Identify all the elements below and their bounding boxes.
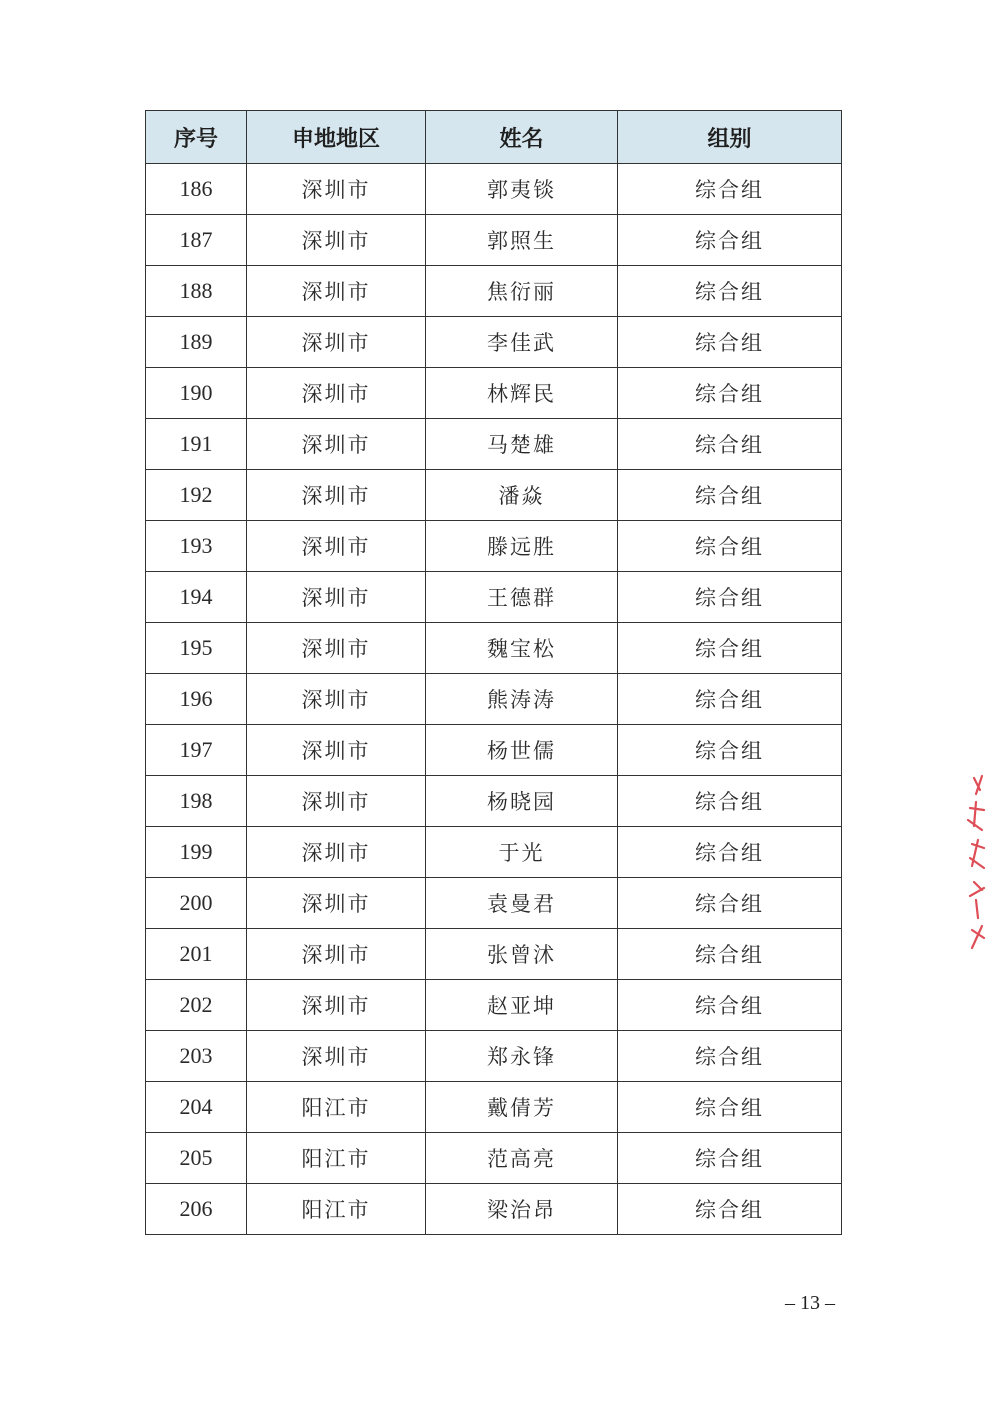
- cell-name: 潘焱: [426, 470, 618, 521]
- cell-number: 189: [146, 317, 247, 368]
- table-row: [146, 725, 842, 776]
- cell-name: 杨世儒: [426, 725, 618, 776]
- cell-number: 194: [146, 572, 247, 623]
- table-row: [146, 1133, 842, 1184]
- table-row: [146, 368, 842, 419]
- cell-name: 赵亚坤: [426, 980, 618, 1031]
- cell-group: 综合组: [618, 980, 842, 1031]
- cell-name: 王德群: [426, 572, 618, 623]
- table-row: [146, 266, 842, 317]
- cell-number: 187: [146, 215, 247, 266]
- table-body: [146, 164, 842, 1235]
- cell-name: 范高亮: [426, 1133, 618, 1184]
- table-row: [146, 317, 842, 368]
- cell-number: 195: [146, 623, 247, 674]
- cell-region: 深圳市: [247, 266, 426, 317]
- table-row: [146, 776, 842, 827]
- cell-region: 深圳市: [247, 878, 426, 929]
- cell-region: 深圳市: [247, 725, 426, 776]
- cell-group: 综合组: [618, 215, 842, 266]
- cell-region: 深圳市: [247, 776, 426, 827]
- cell-name: 张曾沭: [426, 929, 618, 980]
- cell-name: 马楚雄: [426, 419, 618, 470]
- cell-group: 综合组: [618, 1133, 842, 1184]
- table-row: [146, 674, 842, 725]
- cell-region: 深圳市: [247, 827, 426, 878]
- cell-number: 202: [146, 980, 247, 1031]
- cell-name: 魏宝松: [426, 623, 618, 674]
- cell-number: 201: [146, 929, 247, 980]
- table-row: [146, 470, 842, 521]
- cell-region: 阳江市: [247, 1133, 426, 1184]
- cell-number: 190: [146, 368, 247, 419]
- cell-number: 205: [146, 1133, 247, 1184]
- page-number: – 13 –: [785, 1292, 835, 1314]
- header-row: [146, 111, 842, 164]
- cell-number: 191: [146, 419, 247, 470]
- cell-region: 阳江市: [247, 1082, 426, 1133]
- cell-group: 综合组: [618, 929, 842, 980]
- cell-name: 杨晓园: [426, 776, 618, 827]
- cell-number: 186: [146, 164, 247, 215]
- cell-number: 192: [146, 470, 247, 521]
- cell-name: 焦衍丽: [426, 266, 618, 317]
- cell-group: 综合组: [618, 317, 842, 368]
- cell-region: 深圳市: [247, 419, 426, 470]
- cell-group: 综合组: [618, 266, 842, 317]
- table-row: [146, 827, 842, 878]
- cell-region: 深圳市: [247, 1031, 426, 1082]
- cell-group: 综合组: [618, 623, 842, 674]
- cell-group: 综合组: [618, 878, 842, 929]
- cell-name: 林辉民: [426, 368, 618, 419]
- cell-name: 滕远胜: [426, 521, 618, 572]
- cell-number: 193: [146, 521, 247, 572]
- cell-region: 深圳市: [247, 368, 426, 419]
- cell-group: 综合组: [618, 470, 842, 521]
- cell-group: 综合组: [618, 725, 842, 776]
- table-row: [146, 1184, 842, 1235]
- table-row: [146, 878, 842, 929]
- cell-name: 于光: [426, 827, 618, 878]
- cell-name: 熊涛涛: [426, 674, 618, 725]
- cell-number: 204: [146, 1082, 247, 1133]
- cell-number: 206: [146, 1184, 247, 1235]
- cell-region: 深圳市: [247, 164, 426, 215]
- table-row: [146, 164, 842, 215]
- cell-group: 综合组: [618, 164, 842, 215]
- cell-group: 综合组: [618, 521, 842, 572]
- cell-number: 196: [146, 674, 247, 725]
- header-group: 组别: [618, 111, 842, 164]
- cell-number: 199: [146, 827, 247, 878]
- cell-group: 综合组: [618, 1031, 842, 1082]
- cell-region: 深圳市: [247, 215, 426, 266]
- table-row: [146, 929, 842, 980]
- cell-region: 阳江市: [247, 1184, 426, 1235]
- table-row: [146, 1082, 842, 1133]
- table-row: [146, 1031, 842, 1082]
- table-row: [146, 215, 842, 266]
- cell-name: 郑永锋: [426, 1031, 618, 1082]
- cell-group: 综合组: [618, 1184, 842, 1235]
- cell-number: 200: [146, 878, 247, 929]
- cell-region: 深圳市: [247, 317, 426, 368]
- table-row: [146, 419, 842, 470]
- cell-group: 综合组: [618, 776, 842, 827]
- cell-number: 197: [146, 725, 247, 776]
- header-name: 姓名: [426, 111, 618, 164]
- cell-name: 戴倩芳: [426, 1082, 618, 1133]
- cell-group: 综合组: [618, 674, 842, 725]
- table-row: [146, 521, 842, 572]
- cell-number: 188: [146, 266, 247, 317]
- cell-region: 深圳市: [247, 572, 426, 623]
- cell-group: 综合组: [618, 368, 842, 419]
- table-row: [146, 980, 842, 1031]
- red-seal-fragment: [958, 770, 988, 955]
- cell-name: 梁治昂: [426, 1184, 618, 1235]
- table-header: [146, 111, 842, 164]
- cell-region: 深圳市: [247, 521, 426, 572]
- cell-region: 深圳市: [247, 470, 426, 521]
- cell-region: 深圳市: [247, 980, 426, 1031]
- table-row: [146, 572, 842, 623]
- cell-group: 综合组: [618, 827, 842, 878]
- cell-group: 综合组: [618, 1082, 842, 1133]
- cell-name: 袁曼君: [426, 878, 618, 929]
- cell-region: 深圳市: [247, 674, 426, 725]
- header-region: 申地地区: [247, 111, 426, 164]
- table-row: [146, 623, 842, 674]
- cell-name: 李佳武: [426, 317, 618, 368]
- cell-region: 深圳市: [247, 929, 426, 980]
- cell-number: 198: [146, 776, 247, 827]
- cell-number: 203: [146, 1031, 247, 1082]
- header-number: 序号: [146, 111, 247, 164]
- cell-name: 郭照生: [426, 215, 618, 266]
- cell-group: 综合组: [618, 572, 842, 623]
- roster-table: [145, 110, 842, 1235]
- cell-group: 综合组: [618, 419, 842, 470]
- cell-name: 郭夷锬: [426, 164, 618, 215]
- cell-region: 深圳市: [247, 623, 426, 674]
